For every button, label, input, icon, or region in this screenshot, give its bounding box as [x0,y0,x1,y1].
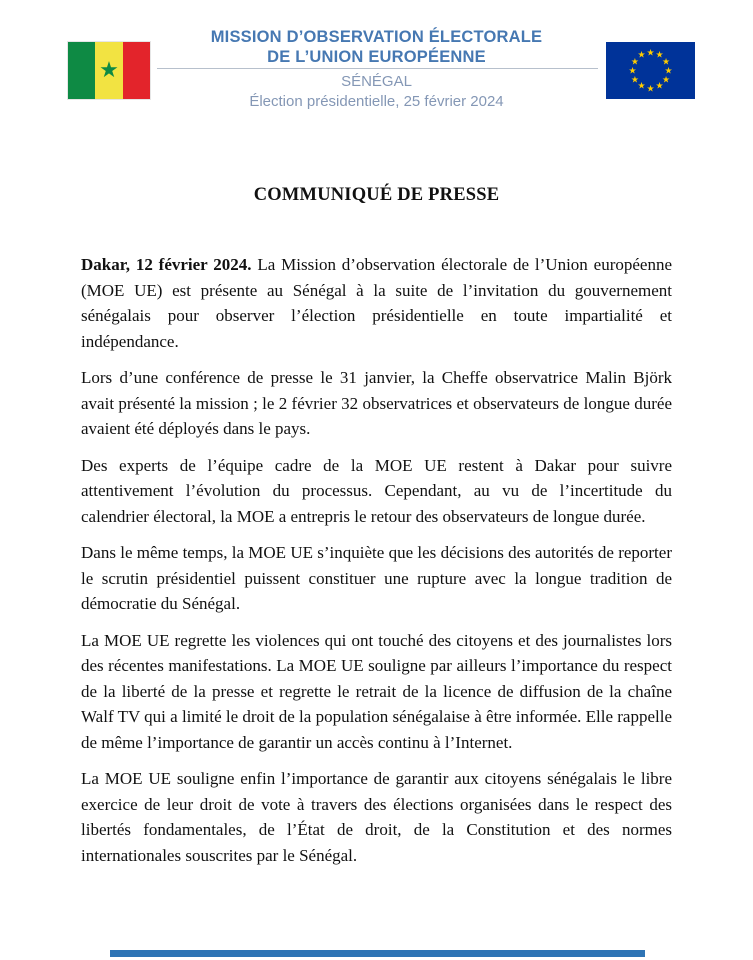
paragraph: La MOE UE souligne enfin l’importance de garantir aux citoyens sénégalais le libre exercice de leur droit de vote à travers des élections organisées dans le respect des libertés fondamentales, de l’État de droit, de la Constitution et des normes internationales souscrites par le Sénégal. [81,769,672,865]
paragraph: Lors d’une conférence de presse le 31 janvier, la Cheffe observatrice Malin Björk avait présenté la mission ; le 2 février 32 observatrices et observateurs de longue durée avaient été déployés dans le pays. [81,368,672,438]
election-subtitle: Élection présidentielle, 25 février 2024 [249,93,504,110]
footer-accent-bar [110,950,645,957]
paragraph: Dakar, 12 février 2024. La Mission d’observation électorale de l’Union européenne (MOE UE) est présente au Sénégal à la suite de l’invitation du gouvernement sénégalais pour observer l’élection présidentielle en toute impartialité et indépendance. [81,255,672,351]
eu-star-icon: ★ [662,74,671,84]
senegal-flag-yellow-band [95,42,122,99]
mission-title-line1: MISSION D’OBSERVATION ÉLECTORALE [210,28,543,46]
paragraph: La MOE UE regrette les violences qui ont touché des citoyens et des journalistes lors des récentes manifestations. La MOE UE souligne par ailleurs l’importance du respect de la liberté de la presse et regrette le retrait de la licence de diffusion de la chaîne Walf TV qui a limité le droit de la population sénégalaise à être informée. Elle rappelle de même l’importance de garantir un accès continu à l’Internet. [81,630,672,752]
eu-star-icon: ★ [637,80,646,91]
paragraph: Des experts de l’équipe cadre de la MOE UE restent à Dakar pour suivre attentivement l’évolution du processus. Cependant, au vu de l’incertitude du calendrier électoral, la MOE a entrepris le retour des observateurs de longue durée. [81,455,672,526]
eu-star-icon: ★ [655,49,664,60]
dateline: Dakar, 12 février 2024. [81,255,252,274]
senegal-flag-green-band [68,42,95,99]
eu-star-icon: ★ [637,49,646,60]
eu-star-icon: ★ [630,56,639,66]
eu-star-icon: ★ [630,74,639,84]
mission-title [130,27,623,67]
press-release-body [81,252,672,879]
mission-title-line2: DE L’UNION EUROPÉENNE [267,48,486,66]
eu-star-icon: ★ [628,65,637,75]
eu-star-icon: ★ [664,65,673,75]
eu-star-icon: ★ [646,47,655,57]
eu-star-icon: ★ [662,56,671,66]
eu-star-icon: ★ [655,80,664,91]
press-release-title: COMMUNIQUÉ DE PRESSE [253,185,500,205]
header-divider [157,68,598,69]
eu-star-icon: ★ [646,83,655,93]
senegal-star-icon: ★ [99,56,119,82]
country-subtitle: SÉNÉGAL [341,73,412,90]
paragraph: Dans le même temps, la MOE UE s’inquiète que les décisions des autorités de reporter le scrutin présidentiel puissent constituer une rupture avec la longue tradition de démocratie du Sénégal. [81,543,672,613]
